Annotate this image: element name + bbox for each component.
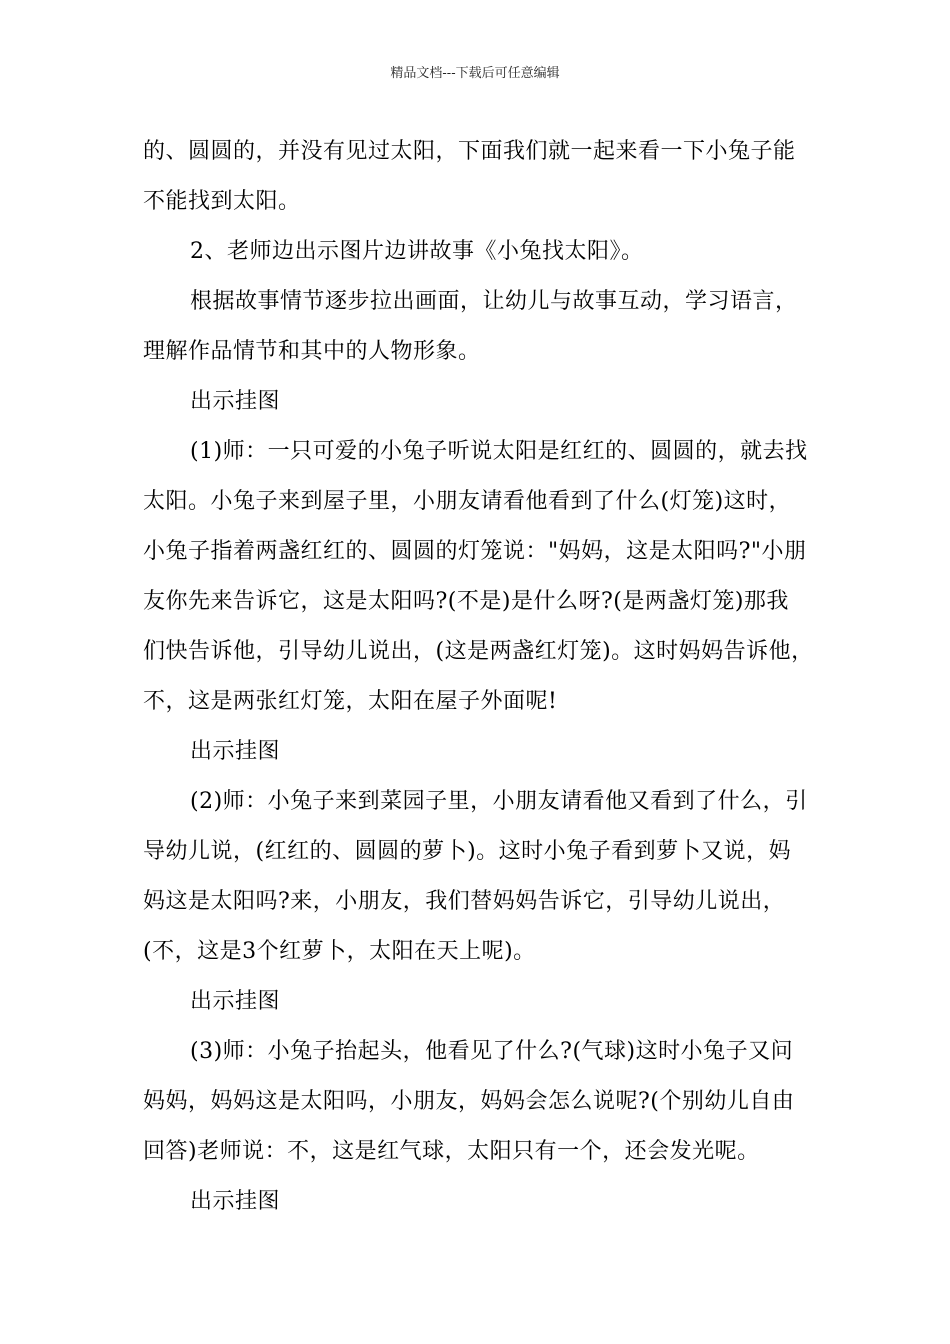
paragraph-step-2: 2、老师边出示图片边讲故事《小兔找太阳》。 [190, 239, 644, 264]
text-line: 理解作品情节和其中的人物形象。 [143, 339, 481, 364]
show-picture-heading-2: 出示挂图 [190, 739, 281, 764]
text-line: 妈这是太阳吗?来，小朋友，我们替妈妈告诉它，引导幼儿说出， [143, 889, 786, 914]
paragraph-scene-3 [143, 1029, 823, 1179]
text-line: 妈妈，妈妈这是太阳吗，小朋友，妈妈会怎么说呢?(个别幼儿自由 [143, 1089, 795, 1114]
text-line: (2)师：小兔子来到菜园子里，小朋友请看他又看到了什么，引 [190, 789, 808, 814]
text-line: (3)师：小兔子抬起头，他看见了什么?(气球)这时小兔子又问 [190, 1039, 794, 1064]
paragraph-intro [143, 129, 823, 229]
text-line: 小兔子指着两盏红红的、圆圆的灯笼说："妈妈，这是太阳吗?"小朋 [143, 539, 807, 564]
text-line: 不能找到太阳。 [143, 189, 301, 214]
text-line: 友你先来告诉它，这是太阳吗?(不是)是什么呀?(是两盏灯笼)那我 [143, 589, 789, 614]
text-line: 根据故事情节逐步拉出画面，让幼儿与故事互动，学习语言， [190, 289, 798, 314]
show-picture-heading-1: 出示挂图 [190, 389, 281, 414]
text-line: (1)师：一只可爱的小兔子听说太阳是红红的、圆圆的，就去找 [190, 439, 808, 464]
text-line: 导幼儿说，(红红的、圆圆的萝卜)。这时小兔子看到萝卜又说，妈 [143, 839, 792, 864]
paragraph-story-method [143, 279, 823, 379]
show-picture-heading-3: 出示挂图 [190, 989, 281, 1014]
text-line: 们快告诉他，引导幼儿说出，(这是两盏红灯笼)。这时妈妈告诉他， [143, 639, 814, 664]
paragraph-scene-2 [143, 779, 823, 979]
text-line: (不，这是3个红萝卜，太阳在天上呢)。 [143, 939, 536, 964]
text-line: 不，这是两张红灯笼，太阳在屋子外面呢! [143, 689, 558, 714]
text-line: 太阳。小兔子来到屋子里，小朋友请看他看到了什么(灯笼)这时， [143, 489, 792, 514]
text-line: 回答)老师说：不，这是红气球，太阳只有一个，还会发光呢。 [143, 1139, 760, 1164]
text-line: 的、圆圆的，并没有见过太阳，下面我们就一起来看一下小兔子能 [143, 139, 796, 164]
document-body [143, 129, 823, 1229]
paragraph-scene-1 [143, 429, 823, 729]
show-picture-heading-4: 出示挂图 [190, 1189, 281, 1214]
page-header: 精品文档---下载后可任意编辑 [390, 66, 560, 81]
